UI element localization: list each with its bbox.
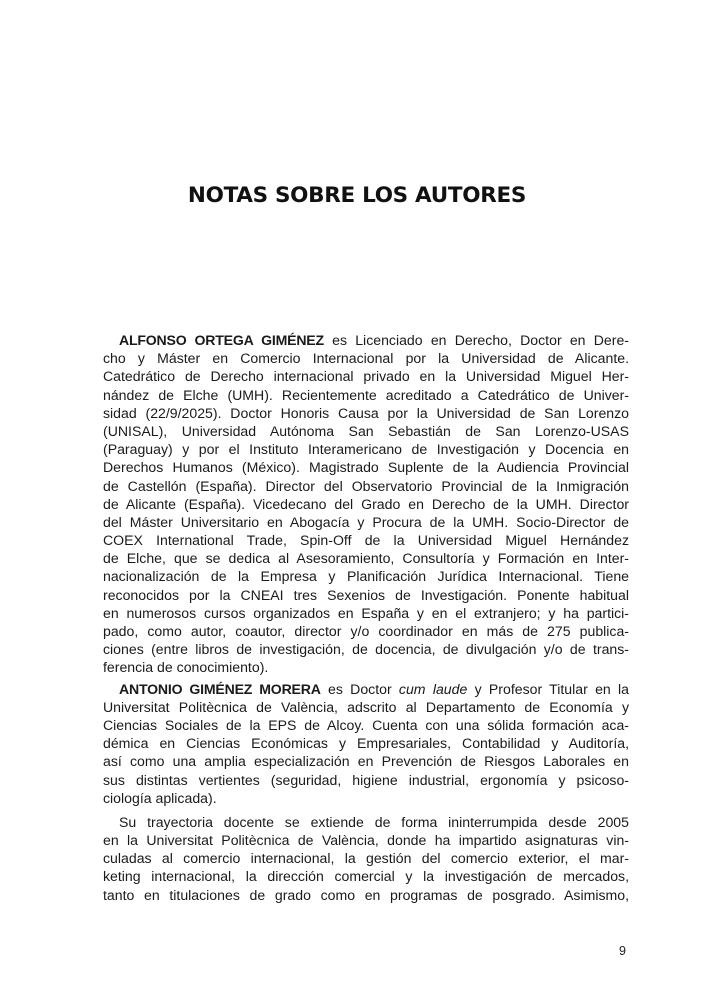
paragraph-1-line: COEX International Trade, Spin-Off de la Universidad Miguel Hernández bbox=[103, 532, 629, 549]
author-name: ANTONIO GIMÉNEZ MORERA bbox=[119, 680, 321, 697]
paragraph-1-line: Catedrático de Derecho internacional privado en la Universidad Miguel Her- bbox=[103, 368, 629, 385]
paragraph-2-line: ciología aplicada). bbox=[103, 789, 217, 806]
paragraph-3-line: en la Universitat Politècnica de València, donde ha impartido asignaturas vin- bbox=[103, 832, 629, 849]
paragraph-2-line: así como una amplia especialización en Prevención de Riesgos Laborales en bbox=[103, 753, 629, 770]
paragraph-2-line: Ciencias Sociales de la EPS de Alcoy. Cuenta con una sólida formación aca- bbox=[103, 716, 629, 733]
paragraph-3-line: culadas al comercio internacional, la gestión del comercio exterior, el mar- bbox=[103, 850, 629, 867]
page-number: 9 bbox=[619, 944, 626, 958]
paragraph-1-line: nández de Elche (UMH). Recientemente acreditado a Catedrático de Univer- bbox=[103, 386, 629, 403]
paragraph-2-line: démica en Ciencias Económicas y Empresariales, Contabilidad y Auditoría, bbox=[103, 735, 629, 752]
paragraph-1-line: nacionalización de la Empresa y Planificación Jurídica Internacional. Tiene bbox=[103, 568, 629, 585]
paragraph-1-line: Derechos Humanos (México). Magistrado Suplente de la Audiencia Provincial bbox=[103, 459, 629, 476]
paragraph-1-line: de Elche, que se dedica al Asesoramiento, Consultoría y Formación en Inter- bbox=[103, 550, 629, 567]
paragraph-2-line bbox=[103, 680, 629, 698]
page-title: NOTAS SOBRE LOS AUTORES bbox=[187, 183, 527, 208]
emphasis-text: cum laude bbox=[398, 680, 468, 697]
paragraph-2-line: sus distintas vertientes (seguridad, higiene industrial, ergonomía y psicoso- bbox=[103, 771, 629, 788]
paragraph-2-text: es Doctor bbox=[320, 680, 399, 697]
paragraph-1-line: (UNISAL), Universidad Autónoma San Sebastián de San Lorenzo-USAS bbox=[103, 422, 629, 439]
paragraph-1-line: de Alicante (España). Vicedecano del Grado en Derecho de la UMH. Director bbox=[103, 495, 629, 512]
paragraph-3-line: keting internacional, la dirección comercial y la investigación de mercados, bbox=[103, 868, 629, 885]
paragraph-2-text: y Profesor Titular en la bbox=[467, 680, 629, 697]
paragraph-2-line: Universitat Politècnica de València, adscrito al Departamento de Economía y bbox=[103, 698, 629, 715]
paragraph-1-line: ferencia de conocimiento). bbox=[103, 659, 269, 676]
paragraph-1-line: ciones (entre libros de investigación, de docencia, de divulgación y/o de trans- bbox=[103, 641, 629, 658]
body-text bbox=[103, 331, 629, 904]
paragraph-1-line: reconocidos por la CNEAI tres Sexenios de Investigación. Ponente habitual bbox=[103, 586, 629, 603]
paragraph-1-line: pado, como autor, coautor, director y/o coordinador en más de 275 publica- bbox=[103, 623, 629, 639]
paragraph-1-line bbox=[103, 331, 629, 349]
paragraph-1-line: de Castellón (España). Director del Observatorio Provincial de la Inmigración bbox=[103, 477, 629, 494]
paragraph-1-text: es Licenciado en Derecho, Doctor en Dere- bbox=[323, 332, 629, 348]
paragraph-1-line: en numerosos cursos organizados en España y en el extranjero; y ha partici- bbox=[103, 604, 629, 621]
paragraph-1-line: del Máster Universitario en Abogacía y Procura de la UMH. Socio-Director de bbox=[103, 513, 629, 530]
paragraph-1-line: sidad (22/9/2025). Doctor Honoris Causa por la Universidad de San Lorenzo bbox=[103, 404, 629, 421]
paragraph-3-line: tanto en titulaciones de grado como en programas de posgrado. Asimismo, bbox=[103, 886, 629, 903]
paragraph-1-line: (Paraguay) y por el Instituto Interamericano de Investigación y Docencia en bbox=[103, 441, 629, 458]
paragraph-3-line: Su trayectoria docente se extiende de forma ininterrumpida desde 2005 bbox=[119, 813, 629, 830]
author-name: ALFONSO ORTEGA GIMÉNEZ bbox=[119, 332, 324, 348]
paragraph-1-line: cho y Máster en Comercio Internacional por la Universidad de Alicante. bbox=[103, 350, 629, 367]
